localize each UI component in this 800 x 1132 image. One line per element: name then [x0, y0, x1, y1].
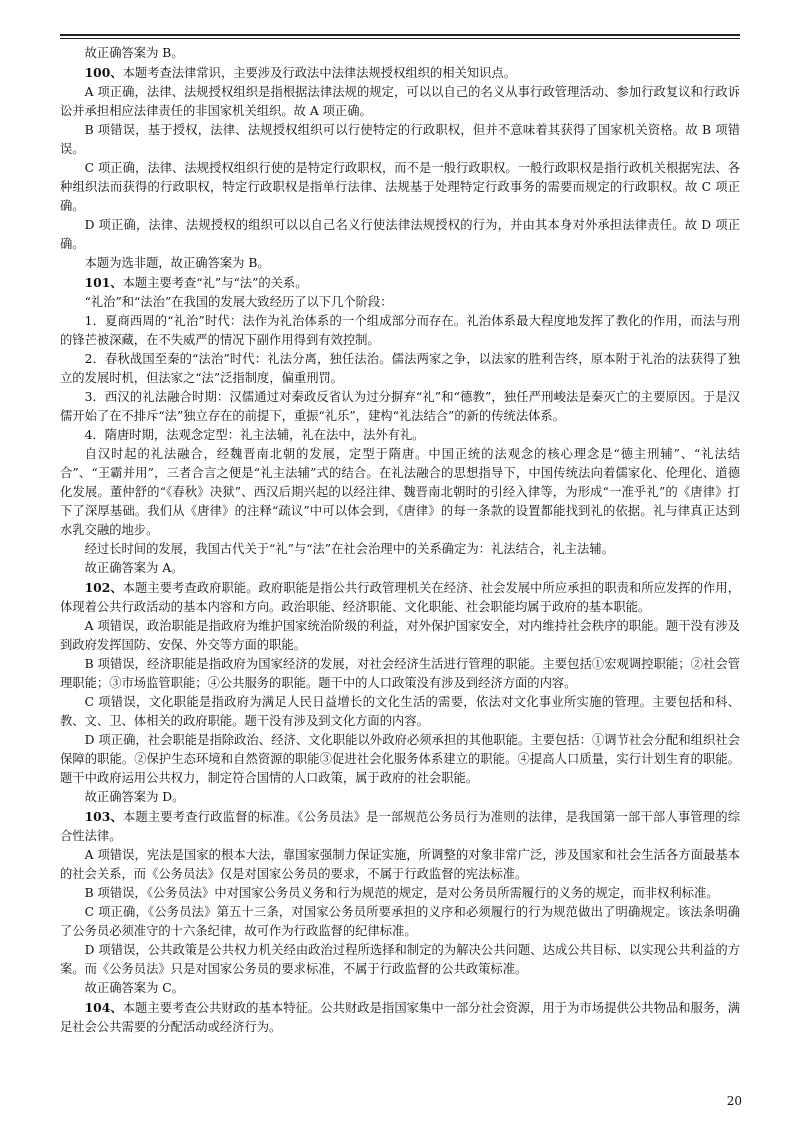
- paragraph-text: D 项正确，法律、法规授权的组织可以以自己名义行使法律法规授权的行为，并由其本身对外承担法律责任。故 D 项正确。: [60, 218, 740, 251]
- paragraph: [60, 44, 740, 63]
- paragraph-text: D 项正确，社会职能是指除政治、经济、文化职能以外政府必须承担的其他职能。主要包括：①调节社会分配和组织社会保障的职能。②保护生态环境和自然资源的职能③促进社会化服务体系建立的职能。④提高人口质量，实行计划生育的职能。题干中政府运用公共权力，制定符合国情的人口政策，属于政府的社会职能。: [60, 733, 740, 785]
- paragraph: [60, 884, 740, 903]
- question-number: 103、: [84, 809, 123, 824]
- paragraph: [60, 350, 740, 388]
- question-number: 100、: [84, 65, 123, 80]
- paragraph-text: 本题主要考查行政监督的标准。《公务员法》是一部规范公务员行为准则的法律，是我国第一部干部人事管理的综合性法律。: [60, 810, 740, 843]
- paragraph: [60, 903, 740, 941]
- paragraph-text: 1．夏商西周的“礼治”时代：法作为礼治体系的一个组成部分而存在。礼治体系最大程度地发挥了教化的作用，而法与刑的锋芒被深藏，在不失威严的情况下副作用得到有效控制。: [60, 314, 740, 347]
- paragraph-text: A 项错误，宪法是国家的根本大法，靠国家强制力保证实施，所调整的对象非常广泛，涉及国家和社会生活各方面最基本的社会关系，而《公务员法》仅是对国家公务员的要求，不属于行政监督的宪法标准。: [60, 848, 740, 881]
- paragraph-text: B 项错误，《公务员法》中对国家公务员义务和行为规范的规定，是对公务员所需履行的义务的规定，而非权利标准。: [84, 886, 719, 900]
- document-body: [60, 44, 740, 1037]
- paragraph-text: A 项错误，政治职能是指政府为维护国家统治阶级的利益，对外保护国家安全，对内维持社会秩序的职能。题干没有涉及到政府发挥国防、安保、外交等方面的职能。: [60, 619, 740, 652]
- paragraph: [60, 655, 740, 693]
- paragraph-text: B 项错误，经济职能是指政府为国家经济的发展，对社会经济生活进行管理的职能。主要包括①宏观调控职能；②社会管理职能；③市场监管职能；④公共服务的职能。题干中的人口政策没有涉及到经济方面的内容。: [60, 657, 740, 690]
- paragraph-text: 3．西汉的礼法融合时期：汉儒通过对秦政反省认为过分摒弃“礼”和“德教”，独任严刑峻法是秦灭亡的主要原因。于是汉儒开始了在不排斥“法”独立存在的前提下，重振“礼乐”，建构“礼法结合”的新的传统法体系。: [60, 390, 740, 423]
- paragraph: [60, 941, 740, 979]
- paragraph: [60, 807, 740, 846]
- paragraph-text: 故正确答案为 D。: [84, 790, 185, 804]
- paragraph: [60, 63, 740, 83]
- paragraph: [60, 312, 740, 350]
- paragraph: [60, 998, 740, 1037]
- paragraph-text: 本题为选非题，故正确答案为 B。: [84, 256, 270, 270]
- header-rule-thick: [60, 34, 740, 36]
- question-number: 104、: [84, 1000, 123, 1015]
- question-number: 101、: [84, 275, 123, 290]
- paragraph-text: 本题考查法律常识，主要涉及行政法中法律法规授权组织的相关知识点。: [122, 66, 517, 80]
- paragraph-text: 本题主要考查政府职能。政府职能是指公共行政管理机关在经济、社会发展中所应承担的职责和所应发挥的作用，体现着公共行政活动的基本内容和方向。政治职能、经济职能、文化职能、社会职能均属于政府的基本职能。: [60, 581, 740, 614]
- paragraph: [60, 159, 740, 216]
- paragraph: [60, 273, 740, 293]
- paragraph-text: B 项错误，基于授权，法律、法规授权组织可以行使特定的行政职权，但并不意味着其获得了国家机关资格。故 B 项错误。: [60, 123, 740, 156]
- paragraph-text: “礼治”和“法治”在我国的发展大致经历了以下几个阶段：: [84, 295, 393, 309]
- paragraph: [60, 846, 740, 884]
- paragraph: [60, 426, 740, 445]
- paragraph: [60, 979, 740, 998]
- paragraph-text: 2．春秋战国至秦的“法治”时代：礼法分离，独任法治。儒法两家之争，以法家的胜利告终，原本附于礼治的法获得了独立的发展时机，但法家之“法”泛指制度，偏重刑罚。: [60, 352, 740, 385]
- paragraph-text: C 项正确，法律、法规授权组织行使的是特定行政职权，而不是一般行政职权。一般行政职权是指行政机关根据宪法、各种组织法而获得的行政职权，特定行政职权是指单行法律、法规基于处理特定行政事务的需要而规定的行政职权。故 C 项正确。: [60, 161, 740, 213]
- paragraph: [60, 617, 740, 655]
- paragraph: [60, 216, 740, 254]
- paragraph-text: 自汉时起的礼法融合，经魏晋南北朝的发展，定型于隋唐。中国正统的法观念的核心理念是“德主刑辅”、“礼法结合”、“王霸并用”，三者合言之便是“礼主法辅”式的结合。在礼法融合的思想指导下，中国传统法向着儒家化、伦理化、道德化发展。董仲舒的“《春秋》决狱”、西汉后期兴起的以经注律、魏晋南北朝时的引经入律等，为形成“一准乎礼”的《唐律》打下了深厚基础。我们从《唐律》的注释“疏议”中可以体会到，《唐律》的每一条款的设置都能找到礼的依据。礼与律真正达到水乳交融的地步。: [60, 447, 740, 537]
- paragraph-text: 本题主要考查“礼”与“法”的关系。: [122, 276, 308, 290]
- paragraph: [60, 788, 740, 807]
- paragraph-text: A 项正确，法律、法规授权组织是指根据法律法规的规定，可以以自己的名义从事行政管理活动、参加行政复议和行政诉讼并承担相应法律责任的非国家机关组织。故 A 项正确。: [60, 85, 740, 118]
- paragraph: [60, 254, 740, 273]
- paragraph-text: 4．隋唐时期，法观念定型：礼主法辅，礼在法中，法外有礼。: [84, 428, 425, 442]
- paragraph-text: 经过长时间的发展，我国古代关于“礼”与“法”在社会治理中的关系确定为：礼法结合，礼主法辅。: [84, 542, 614, 556]
- page-number: 20: [726, 1094, 742, 1108]
- paragraph: [60, 693, 740, 731]
- paragraph-text: 故正确答案为 C。: [84, 981, 184, 995]
- paragraph: [60, 121, 740, 159]
- paragraph: [60, 293, 740, 312]
- paragraph-text: D 项错误，公共政策是公共权力机关经由政治过程所选择和制定的为解决公共问题、达成公共目标、以实现公共利益的方案。而《公务员法》只是对国家公务员的要求标准，不属于行政监督的公共政策标准。: [60, 943, 740, 976]
- paragraph: [60, 731, 740, 788]
- paragraph: [60, 388, 740, 426]
- paragraph: [60, 445, 740, 540]
- paragraph: [60, 559, 740, 578]
- paragraph-text: C 项正确，《公务员法》第五十三条，对国家公务员所要承担的义序和必须履行的行为规范做出了明确规定。该法条明确了公务员必须准守的十六条纪律，故可作为行政监督的纪律标准。: [60, 905, 740, 938]
- paragraph: [60, 83, 740, 121]
- header-rule-thin: [60, 38, 740, 39]
- paragraph: [60, 578, 740, 617]
- paragraph: [60, 540, 740, 559]
- paragraph-text: C 项错误，文化职能是指政府为满足人民日益增长的文化生活的需要，依法对文化事业所实施的管理。主要包括和科、教、文、卫、体相关的政府职能。题干没有涉及到文化方面的内容。: [60, 695, 740, 728]
- paragraph-text: 故正确答案为 B。: [84, 46, 184, 60]
- paragraph-text: 本题主要考查公共财政的基本特征。公共财政是指国家集中一部分社会资源，用于为市场提供公共物品和服务，满足社会公共需要的分配活动或经济行为。: [60, 1001, 740, 1034]
- question-number: 102、: [84, 580, 123, 595]
- paragraph-text: 故正确答案为 A。: [84, 561, 184, 575]
